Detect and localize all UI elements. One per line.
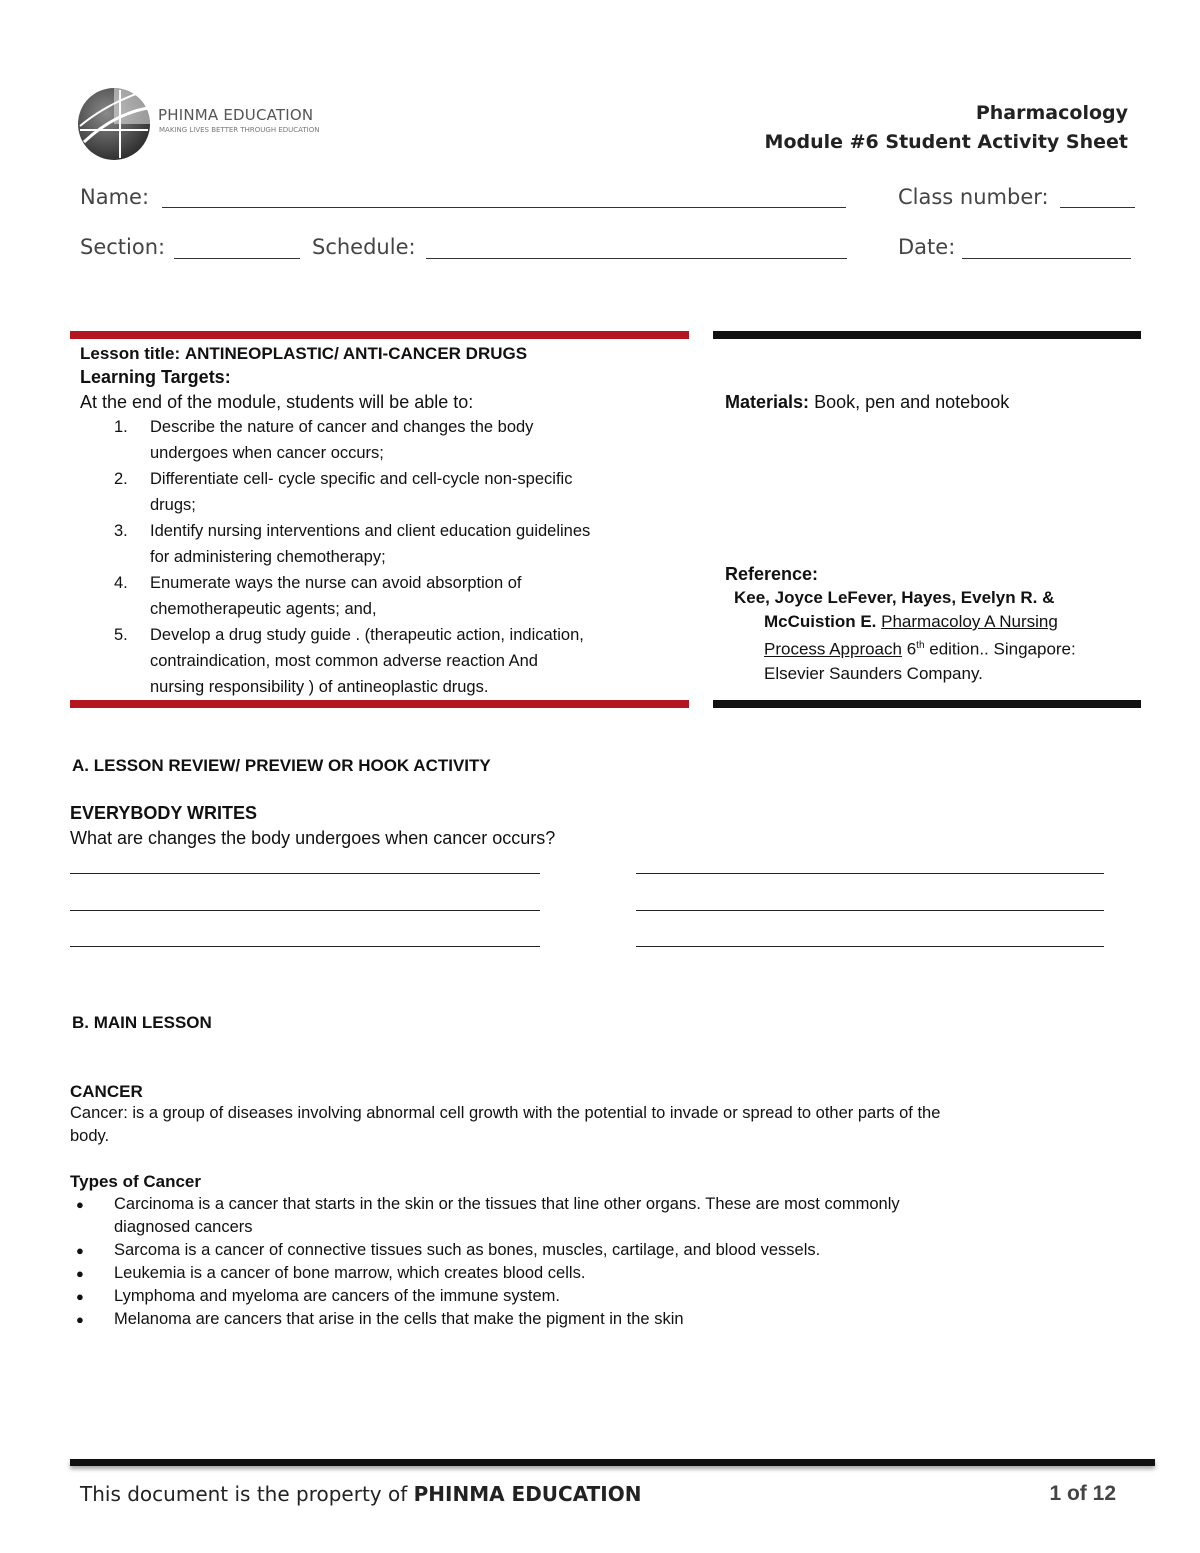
list-item: ● Carcinoma is a cancer that starts in the skin or the tissues that line other organs. These are most commonly diagnosed cancers: [70, 1193, 1140, 1239]
answer-line[interactable]: [636, 946, 1104, 947]
side-box-bottom-bar: [713, 700, 1141, 708]
reference-line-3: Process Approach 6th edition.. Singapore:: [764, 639, 1076, 659]
answer-line[interactable]: [636, 910, 1104, 911]
reference: [725, 562, 1140, 686]
class-number-field[interactable]: [1060, 207, 1135, 208]
types-heading: Types of Cancer: [70, 1172, 202, 1191]
phinma-logo: [74, 84, 334, 164]
targets-intro: At the end of the module, students will be able to:: [80, 392, 474, 412]
date-field[interactable]: [962, 258, 1131, 259]
materials: [725, 390, 1135, 415]
cancer-heading: CANCER: [70, 1082, 143, 1101]
subject-title: Pharmacology: [975, 102, 1128, 124]
section-a-heading: A. LESSON REVIEW/ PREVIEW OR HOOK ACTIVITY: [72, 756, 491, 775]
target-item: 3. Identify nursing interventions and client education guidelines for administering chemotherapy;: [114, 522, 591, 566]
lesson-title-line: [80, 342, 685, 365]
reference-line-2: McCuistion E. Pharmacoloy A Nursing: [764, 612, 1058, 631]
lesson-box-top-bar: [70, 331, 689, 339]
target-item: 4. Enumerate ways the nurse can avoid absorption of chemotherapeutic agents; and,: [114, 574, 522, 618]
reference-label: Reference:: [725, 564, 819, 584]
target-item: 5. Develop a drug study guide . (therapeutic action, indication, contraindication, most common adverse reaction And nursing responsibility ) of antineoplastic drugs.: [114, 626, 584, 696]
cancer-types-list: [70, 1193, 1140, 1331]
footer-divider: [70, 1459, 1155, 1466]
name-field[interactable]: [162, 207, 846, 208]
lesson-title: ANTINEOPLASTIC/ ANTI-CANCER DRUGS: [184, 344, 528, 363]
list-item: ● Lymphoma and myeloma are cancers of the immune system.: [70, 1285, 1140, 1308]
reference-publisher: Elsevier Saunders Company.: [764, 663, 983, 683]
reference-authors: Kee, Joyce LeFever, Hayes, Evelyn R. &: [734, 588, 1055, 607]
logo-tagline: MAKING LIVES BETTER THROUGH EDUCATION: [159, 126, 320, 134]
side-box-top-bar: [713, 331, 1141, 339]
schedule-label: Schedule:: [312, 235, 416, 259]
schedule-field[interactable]: [426, 258, 847, 259]
lesson-box-bottom-bar: [70, 700, 689, 708]
materials-value: Book, pen and notebook: [814, 392, 1010, 412]
module-title: Module #6 Student Activity Sheet: [764, 131, 1128, 153]
list-item: ● Melanoma are cancers that arise in the cells that make the pigment in the skin: [70, 1308, 1140, 1331]
everybody-writes-heading: EVERYBODY WRITES: [70, 803, 258, 823]
reference-title: Pharmacoloy A Nursing: [881, 612, 1058, 631]
lesson-title-label: Lesson title:: [80, 344, 181, 363]
list-item: ● Leukemia is a cancer of bone marrow, which creates blood cells.: [70, 1262, 1140, 1285]
answer-line[interactable]: [636, 873, 1104, 874]
section-label: Section:: [80, 235, 166, 259]
hook-question: What are changes the body undergoes when cancer occurs?: [70, 828, 556, 848]
list-item: ● Sarcoma is a cancer of connective tissues such as bones, muscles, cartilage, and blood vessels.: [70, 1239, 1140, 1262]
section-b-heading: B. MAIN LESSON: [72, 1013, 212, 1032]
answer-line[interactable]: [70, 910, 540, 911]
logo-name: PHINMA EDUCATION: [158, 106, 314, 124]
answer-line[interactable]: [70, 946, 540, 947]
materials-label: Materials:: [725, 392, 810, 412]
date-label: Date:: [898, 235, 956, 259]
lesson-box: [80, 342, 685, 700]
class-number-label: Class number:: [898, 185, 1049, 209]
footer-ownership: This document is the property of PHINMA EDUCATION: [80, 1482, 642, 1506]
name-label: Name:: [80, 185, 150, 209]
section-field[interactable]: [174, 258, 300, 259]
target-item: 1. Describe the nature of cancer and changes the body undergoes when cancer occurs;: [114, 418, 534, 462]
answer-line[interactable]: [70, 873, 540, 874]
page-number: 1 of 12: [1049, 1482, 1116, 1505]
cancer-definition: Cancer: is a group of diseases involving abnormal cell growth with the potential to invade or spread to other parts of the body.: [70, 1104, 941, 1145]
learning-targets-list: [80, 414, 685, 700]
target-item: 2. Differentiate cell- cycle specific and cell-cycle non-specific drugs;: [114, 470, 573, 514]
phinma-globe-icon: [74, 84, 154, 164]
learning-targets-label: Learning Targets:: [80, 367, 231, 387]
